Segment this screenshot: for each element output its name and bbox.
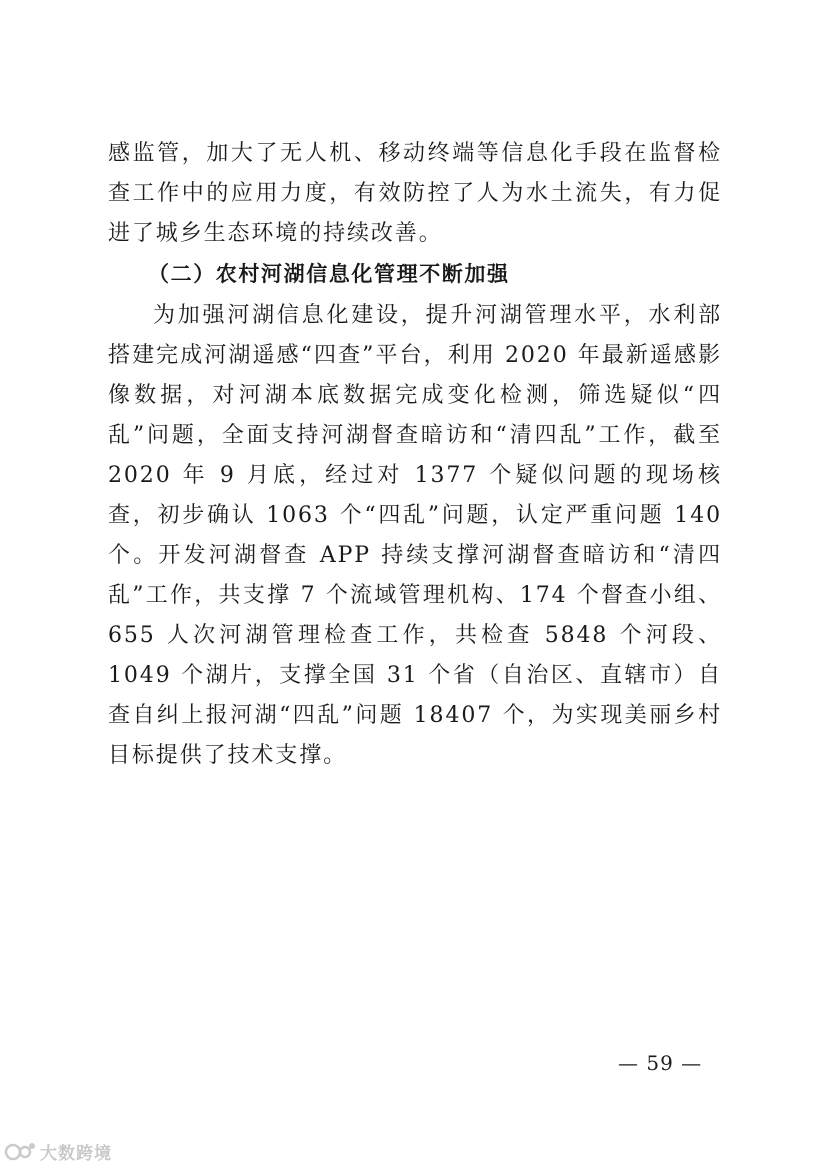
logo-icon [4,1140,36,1162]
page-number: — 59 — [618,1051,703,1075]
watermark [4,1138,112,1164]
watermark-text: 大数跨境 [40,1143,112,1164]
paragraph-rivers-lakes: 为加强河湖信息化建设，提升河湖管理水平，水利部搭建完成河湖遥感“四查”平台，利用 2020 年最新遥感影像数据，对河湖本底数据完成变化检测，筛选疑似“四乱”问题，全面支持河湖督查暗访和“清四乱”工作，截至 2020 年 9 月底，经过对 1377 个疑似问题的现场核查，初步确认 1063 个“四乱”问题，认定严重问题 140 个。开发河湖督查 APP 持续支撑河湖督查暗访和“清四乱”工作，共支撑 7 个流域管理机构、174 个督查小组、655 人次河湖管理检查工作，共检查 5848 个河段、1049 个湖片，支撑全国 31 个省（自治区、直辖市）自查自纠上报河湖“四乱”问题 18407 个，为实现美丽乡村目标提供了技术支撑。 [108,303,722,768]
paragraph-continuation: 感监管，加大了无人机、移动终端等信息化手段在监督检查工作中的应用力度，有效防控了人为水土流失，有力促进了城乡生态环境的持续改善。 [108,141,722,246]
section-heading: （二）农村河湖信息化管理不断加强 [148,262,510,286]
